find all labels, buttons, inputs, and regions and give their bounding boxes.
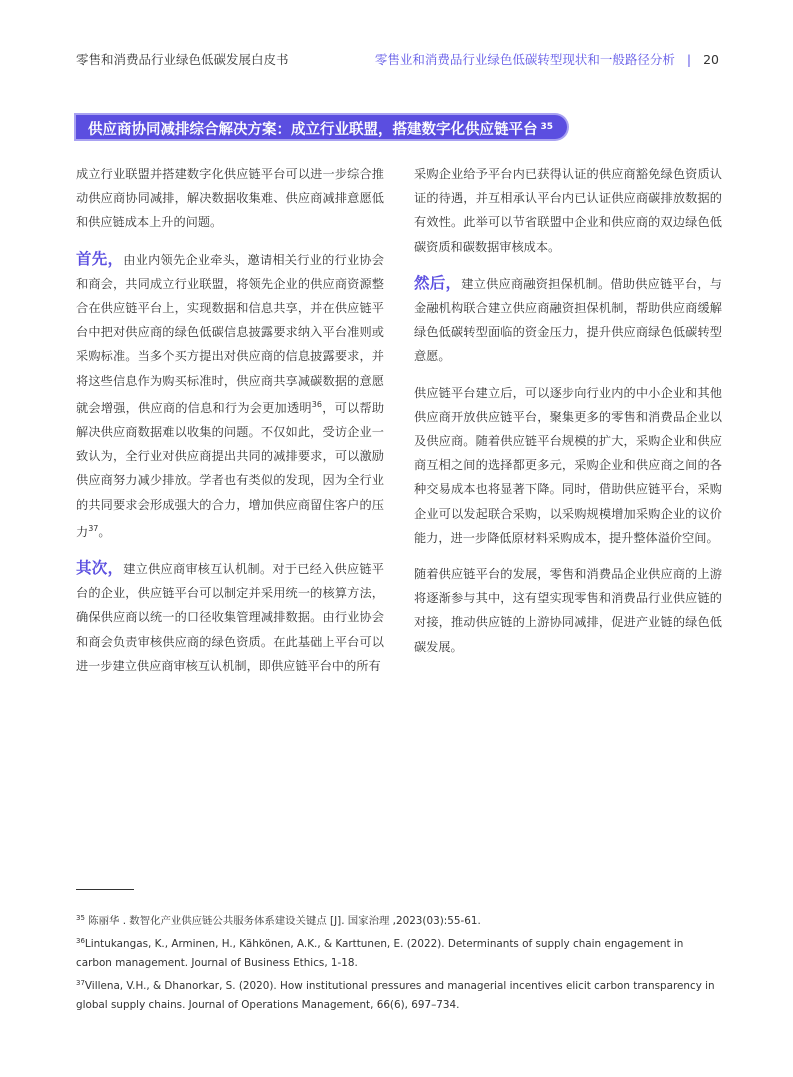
running-header-title: 零售和消费品行业绿色低碳发展白皮书 bbox=[76, 52, 289, 67]
footnote-number: 35 bbox=[76, 914, 85, 922]
third-step-paragraph bbox=[414, 271, 722, 369]
first-step-text-b: ，可以帮助解决供应商数据难以收集的问题。不仅如此，受访企业一致认为，全行业对供应商提出共同的减排要求，可以激励供应商努力减少排放。学者也有类似的发现，因为全行业的共同要求会形成强大的合力，增加供应商留住客户的压力 bbox=[76, 400, 385, 539]
section-title: 零售业和消费品行业绿色低碳转型现状和一般路径分析 bbox=[374, 52, 675, 67]
footnotes bbox=[76, 909, 716, 1016]
right-column bbox=[414, 162, 722, 671]
footnote-35 bbox=[76, 909, 716, 932]
footnote-36 bbox=[76, 932, 716, 974]
banner-footnote-ref: 35 bbox=[540, 122, 554, 132]
third-step-text: 建立供应商融资担保机制。借助供应链平台，与金融机构联合建立供应商融资担保机制，帮助供应商缓解绿色低碳转型面临的资金压力，提升供应商绿色低碳转型意愿。 bbox=[414, 276, 722, 364]
first-step-text-a: 由业内领先企业牵头，邀请相关行业的行业协会和商会，共同成立行业联盟，将领先企业的供应商资源整合在供应链平台上，实现数据和信息共享，并在供应链平台中把对供应商的绿色低碳信息披露要求纳入平台准则或采购标准。当多个买方提出对供应商的信息披露要求，并将这些信息作为购买标准时，供应商共享减碳数据的意愿就会增强，供应商的信息和行为会更加透明 bbox=[76, 252, 384, 415]
footnote-text: Lintukangas, K., Arminen, H., Kähkönen, A.K., & Karttunen, E. (2022). Determinants of supply chain engagement in carbon management. Journal of Business Ethics, 1-18. bbox=[76, 937, 684, 969]
continuation-paragraph: 采购企业给予平台内已获得认证的供应商豁免绿色资质认证的待遇，并互相承认平台内已认证供应商碳排放数据的有效性。此举可以节省联盟中企业和供应商的双边绿色低碳资质和碳数据审核成本。 bbox=[414, 167, 722, 254]
footnote-divider bbox=[76, 889, 134, 890]
first-step-text-c: 。 bbox=[98, 524, 111, 539]
footnote-text: Villena, V.H., & Dhanorkar, S. (2020). How institutional pressures and managerial incentives elicit carbon transparency in global supply chains. Journal of Operations Management, 66(6), 697–734. bbox=[76, 979, 715, 1011]
left-column bbox=[76, 162, 384, 690]
footnote-ref-37: 37 bbox=[88, 523, 99, 533]
third-step-lead: 然后， bbox=[414, 273, 462, 292]
running-header-section bbox=[375, 50, 719, 68]
footnote-number: 36 bbox=[76, 936, 85, 945]
second-step-lead: 其次， bbox=[76, 559, 124, 578]
first-step-lead: 首先， bbox=[76, 249, 124, 268]
development-paragraph: 随着供应链平台的发展，零售和消费品企业供应商的上游将逐渐参与其中，这有望实现零售和消费品行业供应链的对接，推动供应链的上游协同减排，促进产业链的绿色低碳发展。 bbox=[414, 567, 722, 654]
header-separator: | bbox=[686, 51, 692, 67]
footnote-text: 陈丽华 . 数智化产业供应链公共服务体系建设关键点 [J]. 国家治理 ,2023(03):55-61. bbox=[84, 915, 481, 927]
page-number: 20 bbox=[703, 51, 719, 67]
intro-paragraph: 成立行业联盟并搭建数字化供应链平台可以进一步综合推动供应商协同减排，解决数据收集难、供应商减排意愿低和供应链成本上升的问题。 bbox=[76, 167, 384, 230]
footnote-number: 37 bbox=[76, 978, 85, 987]
second-step-text: 建立供应商审核互认机制。对于已经入供应链平台的企业，供应链平台可以制定并采用统一的核算方法，确保供应商以统一的口径收集管理减排数据。由行业协会和商会负责审核供应商的绿色资质。在此基础上平台可以进一步建立供应商审核互认机制，即供应链平台中的所有 bbox=[76, 562, 384, 673]
platform-paragraph: 供应链平台建立后，可以逐步向行业内的中小企业和其他供应商开放供应链平台，聚集更多的零售和消费品企业以及供应商。随着供应链平台规模的扩大，采购企业和供应商互相之间的选择都更多元，采购企业和供应商之间的各种交易成本也将显著下降。同时，借助供应链平台，采购企业可以发起联合采购，以采购规模增加采购企业的议价能力，进一步降低原材料采购成本，提升整体溢价空间。 bbox=[414, 385, 722, 545]
footnote-ref-36: 36 bbox=[311, 399, 322, 409]
footnote-37 bbox=[76, 974, 716, 1016]
second-step-paragraph bbox=[76, 556, 384, 678]
section-banner bbox=[76, 115, 567, 139]
first-step-paragraph bbox=[76, 247, 384, 544]
banner-title: 供应商协同减排综合解决方案：成立行业联盟，搭建数字化供应链平台 bbox=[88, 122, 538, 138]
